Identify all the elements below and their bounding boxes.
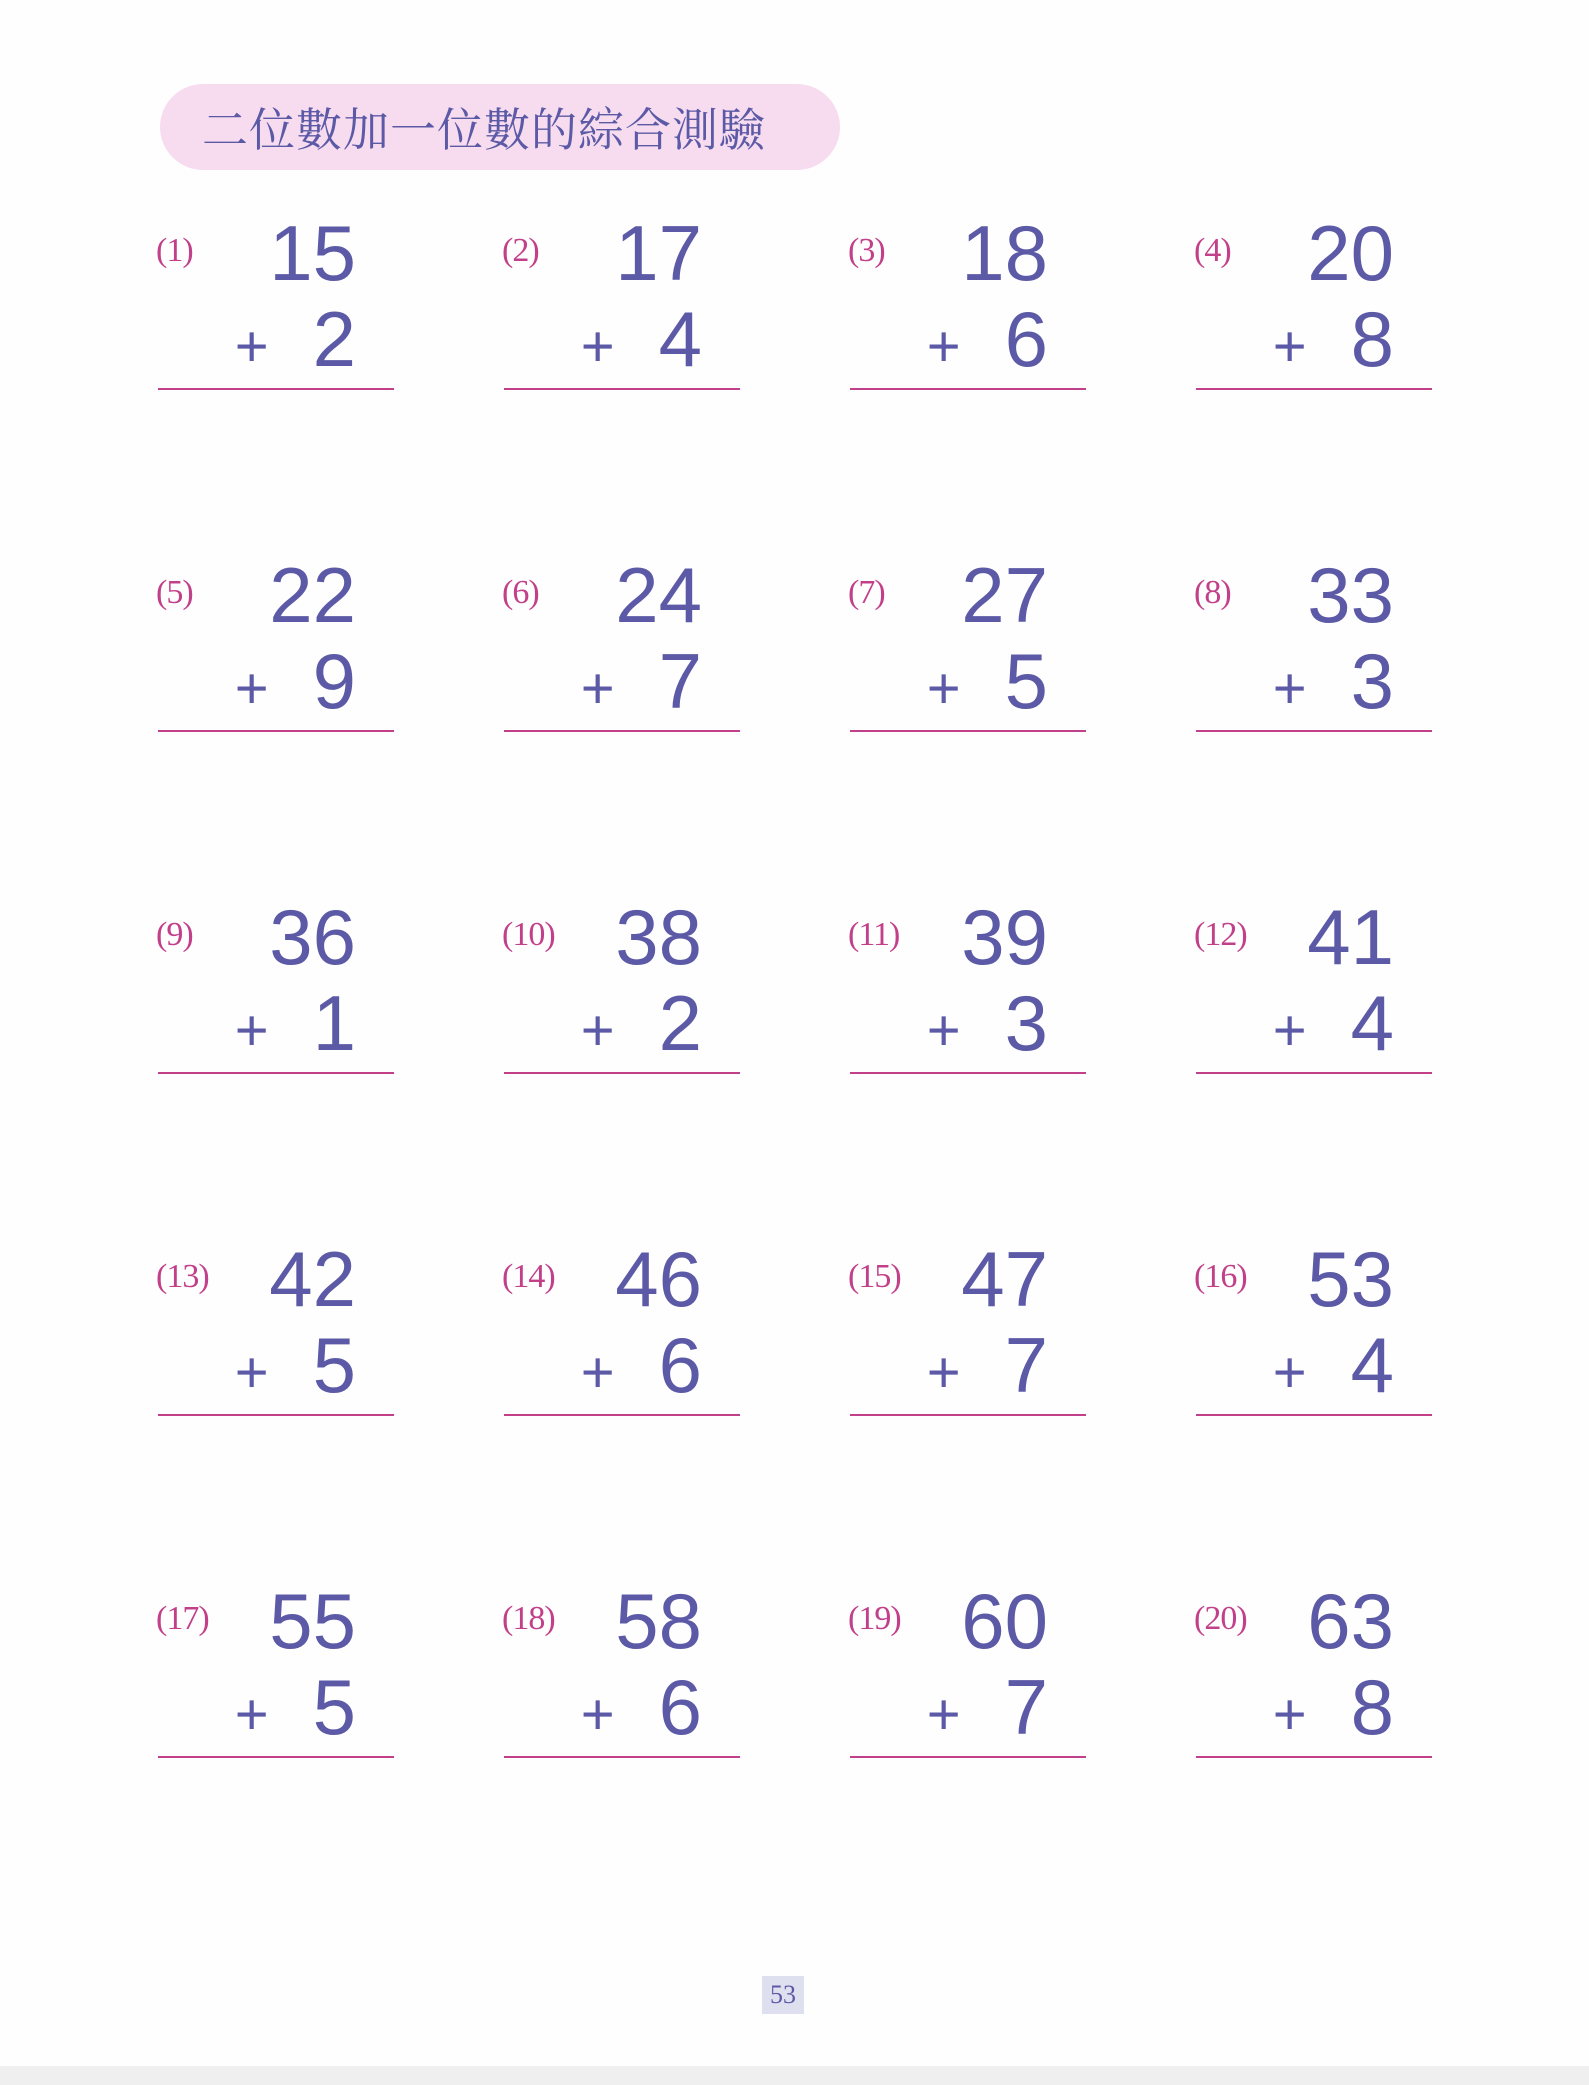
answer-line [850, 730, 1086, 732]
second-addend-line [234, 979, 356, 1067]
problem-number: (4) [1194, 232, 1231, 269]
problem [840, 1236, 1076, 1436]
answer-line [158, 388, 394, 390]
problem [148, 1578, 384, 1778]
problem [840, 1578, 1076, 1778]
first-addend: 46 [615, 1235, 702, 1323]
second-addend-line [926, 979, 1048, 1067]
answer-line [1196, 388, 1432, 390]
second-addend-line [1272, 637, 1394, 725]
plus-sign: + [1272, 314, 1307, 379]
problem-number: (9) [156, 916, 193, 953]
second-addend: 7 [1004, 1663, 1048, 1751]
problem-number: (3) [848, 232, 885, 269]
problem [840, 894, 1076, 1094]
first-addend: 38 [615, 893, 702, 981]
second-addend: 6 [1004, 295, 1048, 383]
second-addend: 4 [1350, 979, 1394, 1067]
plus-sign: + [580, 998, 615, 1063]
first-addend: 36 [269, 893, 356, 981]
plus-sign: + [926, 1682, 961, 1747]
second-addend-line [580, 637, 702, 725]
first-addend: 17 [615, 209, 702, 297]
first-addend: 53 [1307, 1235, 1394, 1323]
second-addend-line [580, 1321, 702, 1409]
problem-number: (16) [1194, 1258, 1247, 1295]
problem [1186, 552, 1422, 752]
problem-number: (12) [1194, 916, 1247, 953]
first-addend: 20 [1307, 209, 1394, 297]
first-addend: 18 [961, 209, 1048, 297]
second-addend: 5 [312, 1663, 356, 1751]
problem [494, 1578, 730, 1778]
second-addend-line [234, 1663, 356, 1751]
problem-number: (19) [848, 1600, 901, 1637]
second-addend: 6 [658, 1321, 702, 1409]
title-banner [160, 84, 840, 170]
problem [840, 210, 1076, 410]
first-addend: 22 [269, 551, 356, 639]
first-addend: 41 [1307, 893, 1394, 981]
second-addend: 5 [312, 1321, 356, 1409]
second-addend: 7 [658, 637, 702, 725]
plus-sign: + [234, 656, 269, 721]
problem [148, 894, 384, 1094]
second-addend-line [580, 1663, 702, 1751]
second-addend-line [1272, 1663, 1394, 1751]
second-addend-line [580, 979, 702, 1067]
first-addend: 60 [961, 1577, 1048, 1665]
first-addend: 27 [961, 551, 1048, 639]
problem-number: (14) [502, 1258, 555, 1295]
first-addend: 39 [961, 893, 1048, 981]
problem [494, 894, 730, 1094]
second-addend: 2 [658, 979, 702, 1067]
answer-line [850, 1414, 1086, 1416]
answer-line [504, 730, 740, 732]
plus-sign: + [580, 1340, 615, 1405]
second-addend-line [234, 1321, 356, 1409]
first-addend: 15 [269, 209, 356, 297]
problem [148, 210, 384, 410]
plus-sign: + [1272, 998, 1307, 1063]
plus-sign: + [926, 656, 961, 721]
problem-number: (7) [848, 574, 885, 611]
first-addend: 42 [269, 1235, 356, 1323]
problem-number: (11) [848, 916, 900, 953]
second-addend: 4 [658, 295, 702, 383]
problem-number: (18) [502, 1600, 555, 1637]
problem [494, 1236, 730, 1436]
answer-line [158, 1756, 394, 1758]
second-addend: 1 [312, 979, 356, 1067]
second-addend: 8 [1350, 1663, 1394, 1751]
first-addend: 63 [1307, 1577, 1394, 1665]
problem [1186, 894, 1422, 1094]
page-number: 53 [762, 1976, 804, 2014]
first-addend: 47 [961, 1235, 1048, 1323]
problem [1186, 1578, 1422, 1778]
problem [840, 552, 1076, 752]
plus-sign: + [926, 1340, 961, 1405]
second-addend-line [926, 637, 1048, 725]
problem-grid [148, 210, 1448, 1920]
scan-bottom-edge [0, 2066, 1589, 2085]
problem-number: (20) [1194, 1600, 1247, 1637]
first-addend: 58 [615, 1577, 702, 1665]
problem-number: (5) [156, 574, 193, 611]
second-addend-line [1272, 979, 1394, 1067]
answer-line [158, 730, 394, 732]
plus-sign: + [234, 1340, 269, 1405]
second-addend-line [926, 1321, 1048, 1409]
problem-number: (1) [156, 232, 193, 269]
answer-line [504, 388, 740, 390]
answer-line [504, 1756, 740, 1758]
problem-number: (8) [1194, 574, 1231, 611]
plus-sign: + [926, 998, 961, 1063]
plus-sign: + [1272, 1682, 1307, 1747]
answer-line [850, 388, 1086, 390]
second-addend-line [926, 295, 1048, 383]
first-addend: 24 [615, 551, 702, 639]
problem-number: (13) [156, 1258, 209, 1295]
plus-sign: + [580, 1682, 615, 1747]
problem [148, 1236, 384, 1436]
first-addend: 55 [269, 1577, 356, 1665]
answer-line [158, 1414, 394, 1416]
problem-number: (6) [502, 574, 539, 611]
problem-number: (2) [502, 232, 539, 269]
answer-line [504, 1414, 740, 1416]
plus-sign: + [234, 1682, 269, 1747]
second-addend: 6 [658, 1663, 702, 1751]
problem-number: (10) [502, 916, 555, 953]
answer-line [1196, 1072, 1432, 1074]
problem [494, 210, 730, 410]
plus-sign: + [926, 314, 961, 379]
second-addend: 3 [1350, 637, 1394, 725]
plus-sign: + [234, 998, 269, 1063]
second-addend: 4 [1350, 1321, 1394, 1409]
answer-line [850, 1072, 1086, 1074]
answer-line [504, 1072, 740, 1074]
plus-sign: + [580, 656, 615, 721]
second-addend-line [1272, 295, 1394, 383]
problem [148, 552, 384, 752]
second-addend: 3 [1004, 979, 1048, 1067]
page-title: 二位數加一位數的綜合測驗 [202, 103, 766, 157]
problem-number: (17) [156, 1600, 209, 1637]
answer-line [850, 1756, 1086, 1758]
second-addend-line [234, 295, 356, 383]
second-addend-line [1272, 1321, 1394, 1409]
problem [1186, 210, 1422, 410]
plus-sign: + [1272, 1340, 1307, 1405]
second-addend: 2 [312, 295, 356, 383]
plus-sign: + [1272, 656, 1307, 721]
second-addend: 7 [1004, 1321, 1048, 1409]
problem [1186, 1236, 1422, 1436]
answer-line [1196, 1414, 1432, 1416]
answer-line [158, 1072, 394, 1074]
answer-line [1196, 730, 1432, 732]
problem [494, 552, 730, 752]
second-addend: 9 [312, 637, 356, 725]
second-addend-line [580, 295, 702, 383]
plus-sign: + [580, 314, 615, 379]
first-addend: 33 [1307, 551, 1394, 639]
problem-number: (15) [848, 1258, 901, 1295]
second-addend-line [234, 637, 356, 725]
plus-sign: + [234, 314, 269, 379]
second-addend: 5 [1004, 637, 1048, 725]
second-addend: 8 [1350, 295, 1394, 383]
answer-line [1196, 1756, 1432, 1758]
second-addend-line [926, 1663, 1048, 1751]
